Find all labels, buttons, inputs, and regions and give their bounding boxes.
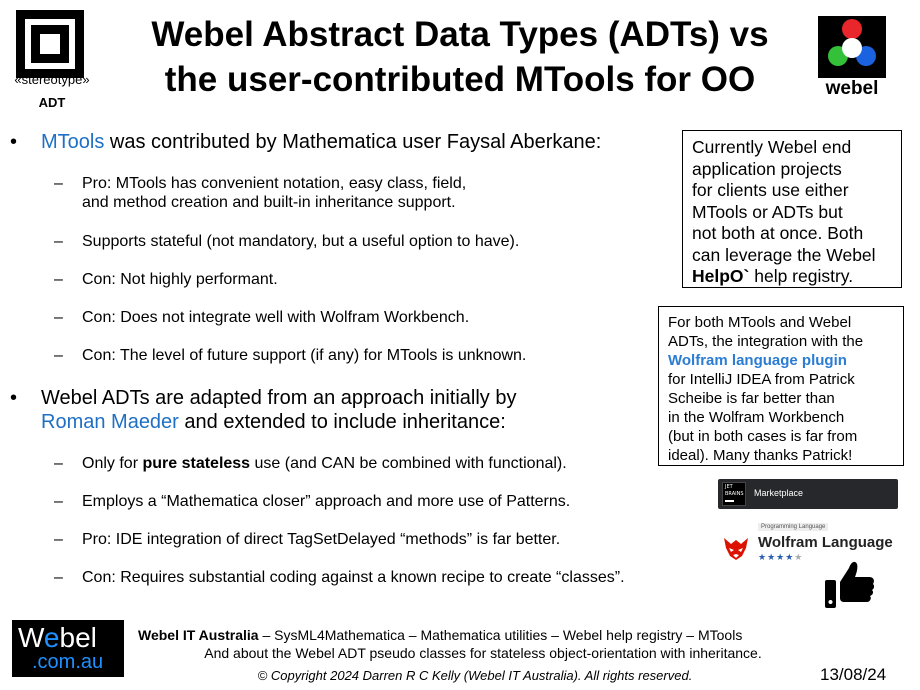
sub-dash: –: [54, 175, 63, 192]
sub-bullet-text: Con: Requires substantial coding against a known recipe to create “classes”.: [82, 569, 625, 586]
jetbrains-marketplace-badge[interactable]: [718, 479, 898, 509]
bullet-adts-text: and extended to include inheritance:: [178, 411, 506, 433]
callout-line: can leverage the Webel: [692, 244, 876, 265]
sub-dash: –: [54, 271, 63, 288]
footer-nav-line: [138, 627, 828, 643]
sub-bullet-text: Con: The level of future support (if any) for MTools is unknown.: [82, 347, 527, 364]
footer-description: And about the Webel ADT pseudo classes for stateless object-orientation with inheritance.: [204, 645, 762, 661]
footer-company[interactable]: Webel IT Australia: [138, 627, 259, 643]
sub-bullet-text: Employs a “Mathematica closer” approach and more use of Patterns.: [82, 493, 571, 510]
sub-dash: –: [54, 309, 63, 326]
title-line-1: Webel Abstract Data Types (ADTs) vs: [151, 15, 769, 54]
adt-label: ADT: [38, 95, 66, 110]
footer-date: 13/08/24: [820, 665, 887, 684]
footer-logo-domain: .com.au: [32, 651, 104, 673]
sub-bullet-bold: pure stateless: [142, 455, 251, 472]
callout-line: Currently Webel end: [692, 137, 852, 157]
plugin-rating-stars: [758, 552, 803, 563]
jetbrains-logo-text: BRAINS: [725, 491, 744, 497]
plugin-category-tag: Programming Language: [758, 523, 828, 531]
callout-line: in the Wolfram Workbench: [668, 409, 845, 426]
footer-logo-letter: bel: [59, 622, 97, 653]
sub-bullet-text: Pro: IDE integration of direct TagSetDelayed “methods” is far better.: [82, 531, 561, 548]
sub-bullet-text: Con: Does not integrate well with Wolfram Workbench.: [82, 309, 470, 326]
stars-empty: ★: [794, 552, 804, 562]
bullet-adts-line-1: Webel ADTs are adapted from an approach initially by: [41, 387, 517, 409]
sub-dash: –: [54, 531, 63, 548]
wolfram-plugin-link[interactable]: Wolfram language plugin: [668, 352, 847, 369]
callout-text: help registry.: [749, 266, 854, 286]
callout-line: Scheibe is far better than: [668, 390, 835, 407]
sub-dash: –: [54, 569, 63, 586]
webel-logo: [818, 16, 886, 100]
sub-bullet-text: Pro: MTools has convenient notation, easy class, field,: [82, 175, 467, 192]
stereotype-label: «stereotype»: [14, 72, 90, 87]
webel-rgb-circles-icon: [818, 16, 886, 78]
sub-dash: –: [54, 347, 63, 364]
callout-line: MTools or ADTs but: [692, 201, 843, 222]
callout-line: (but in both cases is far from: [668, 428, 858, 445]
jetbrains-logo-text: JET: [725, 484, 733, 490]
sub-bullet-text: Con: Not highly performant.: [82, 271, 278, 288]
jetbrains-logo-bar: [725, 500, 734, 502]
sub-bullet-patterns: [10, 492, 710, 511]
sub-bullet-future-support: [10, 346, 710, 365]
callout-line: for clients use either: [692, 180, 849, 200]
callout-line: application projects: [692, 158, 842, 179]
footer-logo-letter: W: [18, 622, 44, 653]
footer-logo-letter: e: [43, 622, 60, 653]
sub-dash: –: [54, 455, 63, 472]
footer-copyright: © Copyright 2024 Darren R C Kelly (Webel IT Australia). All rights reserved.: [257, 668, 693, 683]
thumbs-up-icon: [822, 556, 876, 610]
callout-line: not both at once. Both: [692, 223, 864, 243]
roman-maeder-link[interactable]: Roman Maeder: [41, 411, 179, 433]
helpo-code: HelpO`: [692, 266, 750, 286]
marketplace-label: Marketplace: [754, 488, 804, 498]
title-line-2: the user-contributed MTools for OO: [164, 60, 756, 99]
bullet-dot: •: [10, 131, 18, 153]
mtools-link[interactable]: MTools: [41, 131, 105, 153]
wolfram-wolf-icon: [722, 534, 750, 562]
footer-logo-webel: [18, 622, 97, 654]
callout-line: ADTs, the integration with the: [668, 333, 864, 350]
sub-bullet-text: Supports stateful (not mandatory, but a useful option to have).: [82, 233, 520, 250]
callout-client-projects: [682, 130, 902, 288]
callout-wolfram-plugin: [658, 306, 904, 466]
callout-line: [692, 266, 892, 288]
sub-bullet-text: use (and CAN be combined with functional).: [250, 455, 567, 472]
sub-dash: –: [54, 233, 63, 250]
bullet-adts-line-2: [41, 410, 710, 434]
webel-com-au-logo: [12, 620, 124, 677]
stereotype-icon: [16, 10, 84, 78]
webel-logo-text: webel: [818, 78, 886, 100]
bullet-mtools-text: was contributed by Mathematica user Faysal Aberkane:: [104, 131, 602, 153]
page-title: [100, 12, 820, 102]
bullet-webel-adts: [10, 386, 710, 434]
jetbrains-logo-icon: [722, 482, 746, 506]
footer-links[interactable]: – SysML4Mathematica – Mathematica utilities – Webel help registry – MTools: [258, 627, 743, 643]
callout-line: ideal). Many thanks Patrick!: [668, 447, 853, 464]
sub-bullet-stateful: [10, 232, 710, 251]
stars-filled: ★★★★: [758, 552, 795, 562]
sub-bullet-coding-recipe: [10, 568, 710, 587]
callout-line: for IntelliJ IDEA from Patrick: [668, 371, 855, 388]
sub-bullet-ide-integration: [10, 530, 710, 549]
sub-bullet-text: Only for: [82, 455, 143, 472]
sub-bullet-text: and method creation and built-in inheritance support.: [82, 194, 456, 211]
callout-line: For both MTools and Webel: [668, 314, 852, 331]
plugin-name: Wolfram Language: [758, 534, 893, 551]
sub-bullet-pro-notation: [10, 174, 710, 212]
sub-bullet-workbench: [10, 308, 710, 327]
sub-dash: –: [54, 493, 63, 510]
sub-bullet-stateless: [10, 454, 710, 473]
sub-bullet-performance: [10, 270, 710, 289]
bullet-mtools: [10, 130, 710, 154]
bullet-dot: •: [10, 387, 18, 409]
